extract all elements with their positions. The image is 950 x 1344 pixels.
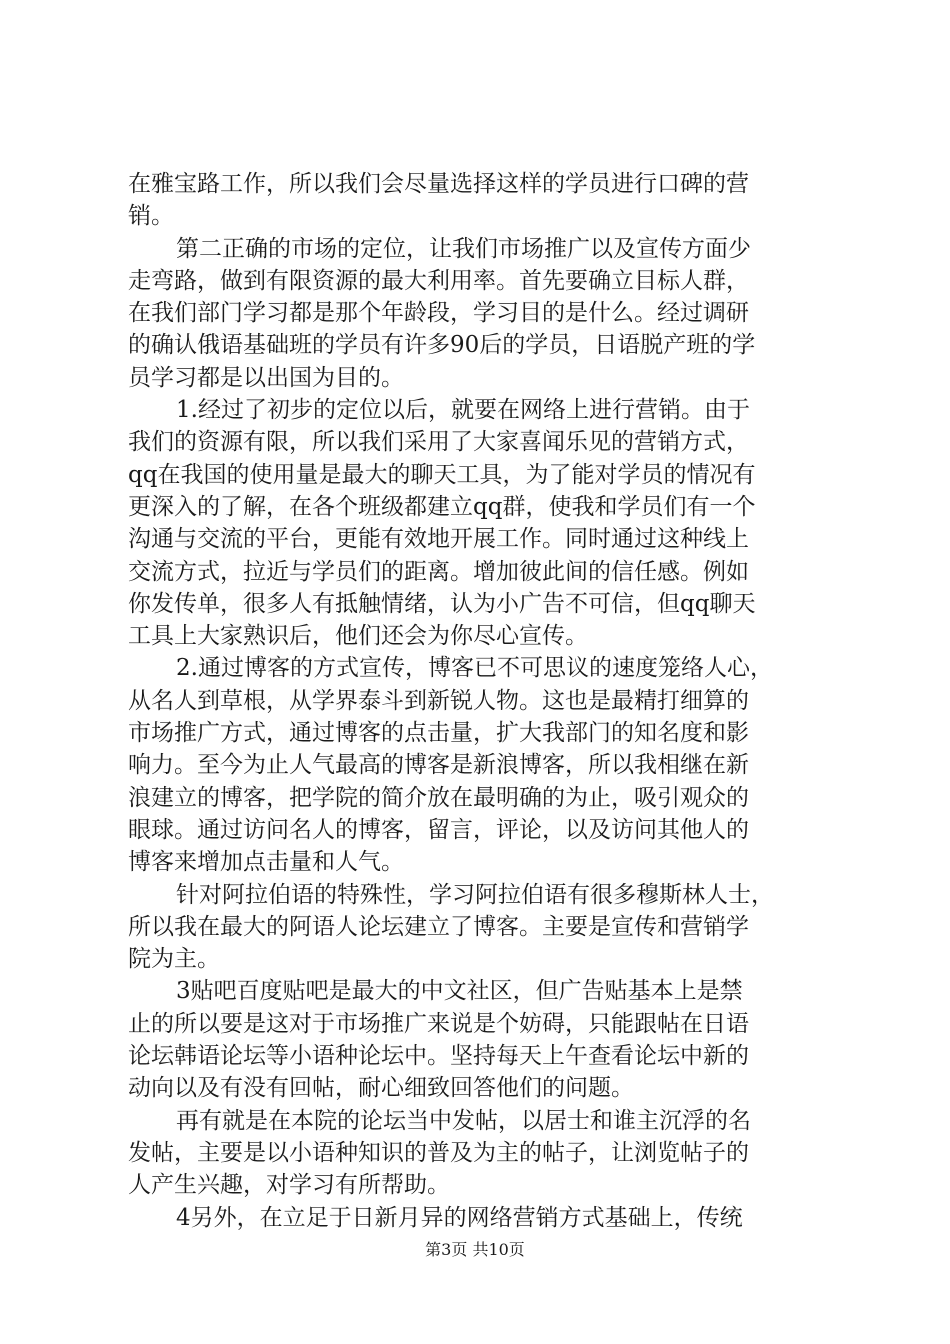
- page-number-label: 第3页 共10页: [425, 1240, 525, 1259]
- text-line: 员学习都是以出国为目的。: [128, 364, 404, 391]
- text-line: 响力。至今为止人气最高的博客是新浪博客，所以我相继在新: [128, 752, 749, 779]
- text-line: 院为主。: [128, 946, 220, 973]
- page-footer: [0, 1240, 950, 1260]
- text-line: 人产生兴趣，对学习有所帮助。: [128, 1172, 450, 1199]
- text-line: 从名人到草根，从学界泰斗到新锐人物。这也是最精打细算的: [128, 687, 749, 714]
- text-line: 工具上大家熟识后，他们还会为你尽心宣传。: [128, 623, 588, 650]
- text-line: 我们的资源有限，所以我们采用了大家喜闻乐见的营销方式，: [128, 429, 749, 456]
- text-line: 的确认俄语基础班的学员有许多90后的学员，日语脱产班的学: [128, 332, 756, 359]
- text-line: 销。: [128, 203, 174, 230]
- text-line: 再有就是在本院的论坛当中发帖，以居士和谁主沉浮的名: [176, 1107, 751, 1134]
- text-line: 所以我在最大的阿语人论坛建立了博客。主要是宣传和营销学: [128, 913, 749, 940]
- text-line: 市场推广方式，通过博客的点击量，扩大我部门的知名度和影: [128, 720, 749, 747]
- text-line: 第二正确的市场的定位，让我们市场推广以及宣传方面少: [176, 235, 751, 262]
- text-line: 3贴吧百度贴吧是最大的中文社区，但广告贴基本上是禁: [176, 978, 743, 1005]
- text-line: qq在我国的使用量是最大的聊天工具，为了能对学员的情况有: [128, 461, 756, 488]
- text-line: 在我们部门学习都是那个年龄段，学习目的是什么。经过调研: [128, 300, 749, 327]
- text-line: 1.经过了初步的定位以后，就要在网络上进行营销。由于: [176, 397, 750, 424]
- text-line: 发帖，主要是以小语种知识的普及为主的帖子，让浏览帖子的: [128, 1139, 749, 1166]
- text-line: 动向以及有没有回帖，耐心细致回答他们的问题。: [128, 1075, 634, 1102]
- text-line: 止的所以要是这对于市场推广来说是个妨碍，只能跟帖在日语: [128, 1010, 749, 1037]
- text-line: 走弯路，做到有限资源的最大利用率。首先要确立目标人群，: [128, 267, 749, 294]
- text-line: 博客来增加点击量和人气。: [128, 849, 404, 876]
- text-line: 论坛韩语论坛等小语种论坛中。坚持每天上午查看论坛中新的: [128, 1043, 749, 1070]
- text-line: 4另外，在立足于日新月异的网络营销方式基础上，传统: [176, 1204, 743, 1231]
- text-line: 在雅宝路工作，所以我们会尽量选择这样的学员进行口碑的营: [128, 171, 749, 197]
- text-line: 2.通过博客的方式宣传，博客已不可思议的速度笼络人心，: [176, 655, 773, 682]
- text-line: 交流方式，拉近与学员们的距离。增加彼此间的信任感。例如: [128, 558, 749, 585]
- text-line: 浪建立的博客，把学院的简介放在最明确的为止，吸引观众的: [128, 784, 749, 811]
- text-line: 眼球。通过访问名人的博客，留言，评论，以及访问其他人的: [128, 816, 749, 843]
- body-text: [128, 168, 840, 1234]
- text-line: 针对阿拉伯语的特殊性，学习阿拉伯语有很多穆斯林人士，: [176, 881, 774, 908]
- text-line: 你发传单，很多人有抵触情绪，认为小广告不可信，但qq聊天: [128, 590, 756, 617]
- text-line: 更深入的了解，在各个班级都建立qq群，使我和学员们有一个: [128, 493, 756, 520]
- text-line: 沟通与交流的平台，更能有效地开展工作。同时通过这种线上: [128, 526, 749, 553]
